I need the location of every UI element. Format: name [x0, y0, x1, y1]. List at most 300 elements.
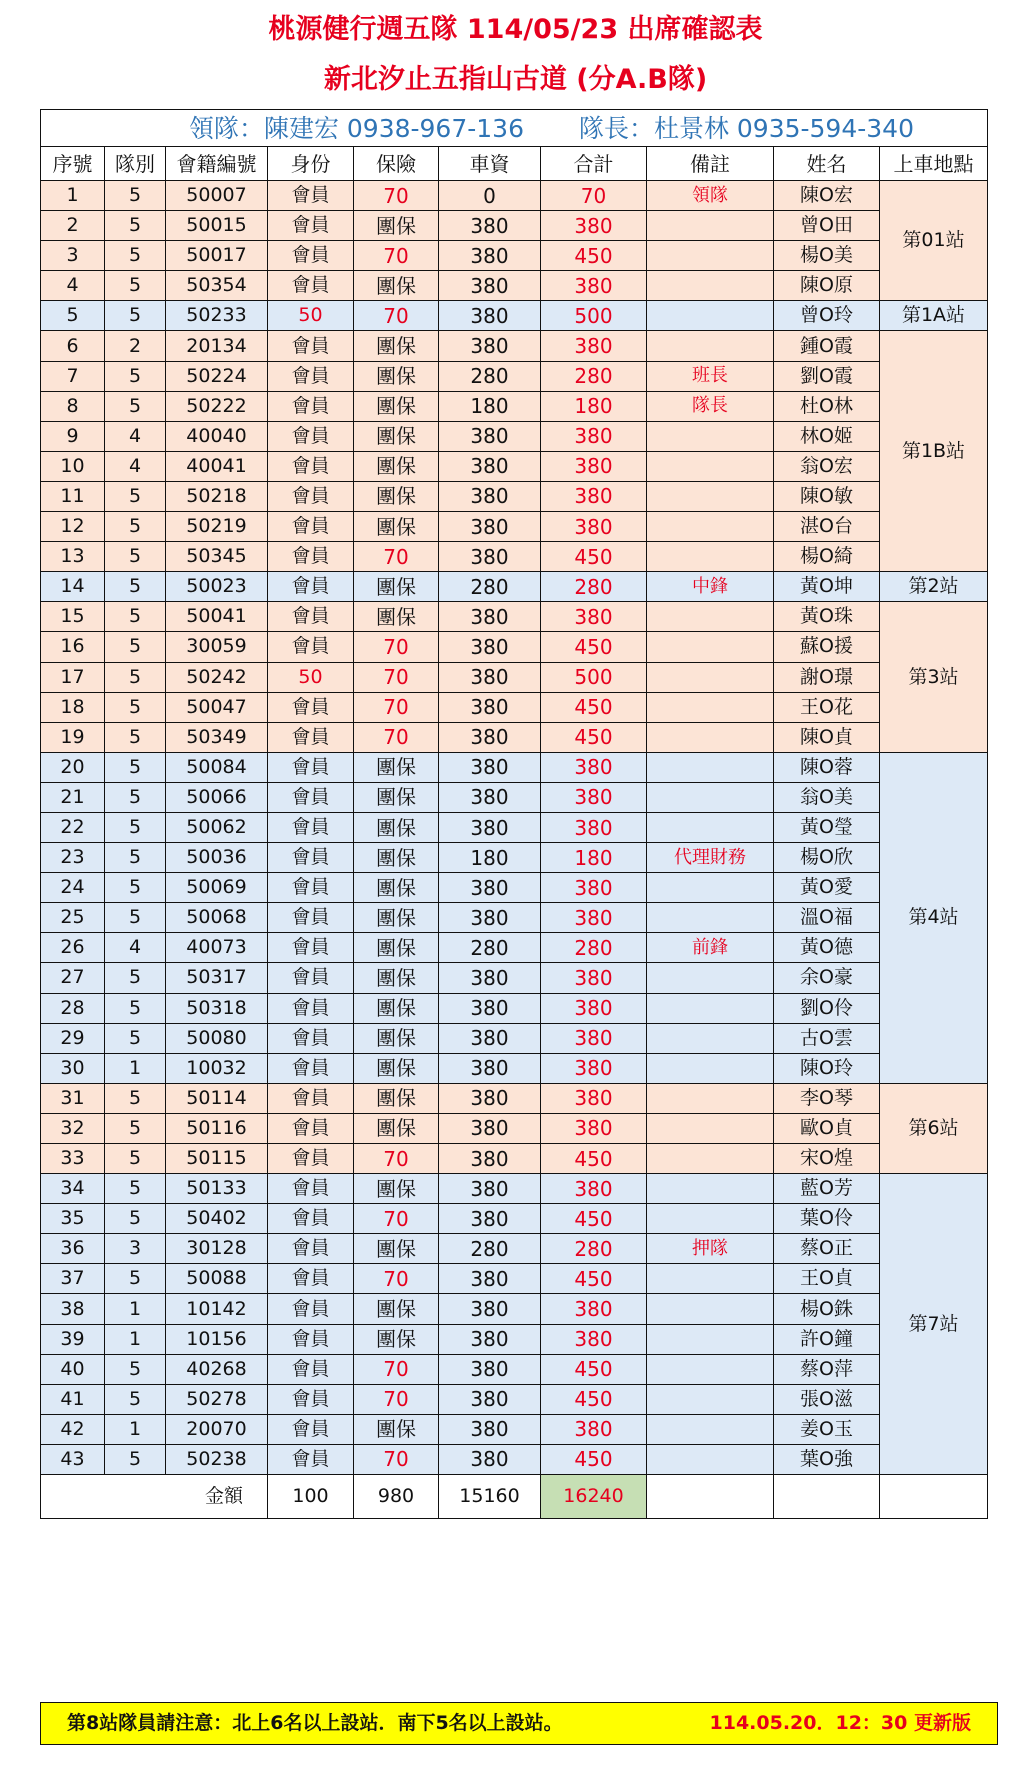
- table-row: [41, 662, 988, 692]
- table-row: [41, 1384, 988, 1414]
- cell-fare: 380: [439, 1324, 541, 1354]
- cell-seq: 38: [41, 1294, 105, 1324]
- cell-insurance: 團保: [354, 903, 439, 933]
- cell-total: 450: [541, 1354, 647, 1384]
- cell-note: [647, 873, 774, 903]
- cell-team: 5: [105, 1113, 166, 1143]
- cell-member-id: 50066: [166, 782, 268, 812]
- cell-insurance: 70: [354, 1444, 439, 1474]
- cell-status: 會員: [268, 1053, 354, 1083]
- cell-team: 3: [105, 1234, 166, 1264]
- cell-fare: 380: [439, 1444, 541, 1474]
- cell-status: 會員: [268, 1384, 354, 1414]
- cell-name: 陳O玲: [774, 1053, 880, 1083]
- cell-total: 380: [541, 1053, 647, 1083]
- cell-insurance: 團保: [354, 1174, 439, 1204]
- cell-total: 380: [541, 331, 647, 361]
- attendance-table: [40, 109, 988, 1519]
- cell-seq: 18: [41, 692, 105, 722]
- table-row: [41, 993, 988, 1023]
- leader-contact: 領隊：陳建宏 0938-967-136: [188, 113, 524, 143]
- cell-insurance: 70: [354, 1384, 439, 1414]
- cell-member-id: 50068: [166, 903, 268, 933]
- table-row: [41, 602, 988, 632]
- cell-member-id: 50017: [166, 241, 268, 271]
- cell-insurance: 70: [354, 692, 439, 722]
- cell-total: 380: [541, 512, 647, 542]
- cell-status: 會員: [268, 211, 354, 241]
- cell-member-id: 50349: [166, 722, 268, 752]
- cell-name: 古O雲: [774, 1023, 880, 1053]
- cell-team: 5: [105, 843, 166, 873]
- cell-name: 楊O銖: [774, 1294, 880, 1324]
- cell-team: 5: [105, 1204, 166, 1234]
- cell-note: [647, 1414, 774, 1444]
- cell-member-id: 50238: [166, 1444, 268, 1474]
- cell-total: 450: [541, 1264, 647, 1294]
- cell-fare: 180: [439, 843, 541, 873]
- cell-seq: 10: [41, 451, 105, 481]
- totals-note-empty: [647, 1475, 774, 1519]
- footer-note: 第8站隊員請注意：北上6名以上設站．南下5名以上設站。: [67, 1712, 563, 1734]
- cell-seq: 26: [41, 933, 105, 963]
- table-row: [41, 1294, 988, 1324]
- cell-member-id: 50069: [166, 873, 268, 903]
- cell-insurance: 團保: [354, 843, 439, 873]
- cell-status: 會員: [268, 1204, 354, 1234]
- cell-insurance: 團保: [354, 331, 439, 361]
- cell-member-id: 40073: [166, 933, 268, 963]
- cell-name: 謝O璟: [774, 662, 880, 692]
- cell-seq: 9: [41, 421, 105, 451]
- cell-insurance: 70: [354, 1264, 439, 1294]
- cell-total: 380: [541, 752, 647, 782]
- cell-seq: 3: [41, 241, 105, 271]
- cell-insurance: 團保: [354, 812, 439, 842]
- cell-status: 會員: [268, 1264, 354, 1294]
- cell-seq: 31: [41, 1083, 105, 1113]
- cell-team: 5: [105, 692, 166, 722]
- cell-fare: 380: [439, 1204, 541, 1234]
- cell-note: [647, 903, 774, 933]
- cell-name: 杜O林: [774, 391, 880, 421]
- cell-name: 翁O宏: [774, 451, 880, 481]
- totals-fare: 15160: [439, 1475, 541, 1519]
- table-row: [41, 211, 988, 241]
- cell-team: 5: [105, 782, 166, 812]
- cell-team: 5: [105, 271, 166, 301]
- cell-fare: 380: [439, 211, 541, 241]
- cell-team: 5: [105, 481, 166, 511]
- cell-member-id: 50088: [166, 1264, 268, 1294]
- footer-bar: [40, 1702, 998, 1745]
- captain-contact: 隊長：杜景林 0935-594-340: [578, 113, 914, 143]
- cell-total: 380: [541, 903, 647, 933]
- cell-note: [647, 1294, 774, 1324]
- cell-insurance: 70: [354, 542, 439, 572]
- cell-insurance: 70: [354, 241, 439, 271]
- cell-status: 50: [268, 662, 354, 692]
- table-row: [41, 241, 988, 271]
- cell-insurance: 團保: [354, 1113, 439, 1143]
- cell-note: [647, 1354, 774, 1384]
- cell-fare: 380: [439, 1174, 541, 1204]
- cell-note: 前鋒: [647, 933, 774, 963]
- cell-member-id: 50062: [166, 812, 268, 842]
- cell-insurance: 團保: [354, 1414, 439, 1444]
- cell-insurance: 團保: [354, 271, 439, 301]
- cell-fare: 380: [439, 1264, 541, 1294]
- cell-status: 會員: [268, 1083, 354, 1113]
- cell-member-id: 10032: [166, 1053, 268, 1083]
- cell-seq: 7: [41, 361, 105, 391]
- cell-seq: 16: [41, 632, 105, 662]
- cell-seq: 35: [41, 1204, 105, 1234]
- cell-team: 5: [105, 752, 166, 782]
- cell-name: 余O豪: [774, 963, 880, 993]
- cell-note: [647, 1204, 774, 1234]
- cell-note: 隊長: [647, 391, 774, 421]
- cell-status: 會員: [268, 873, 354, 903]
- cell-name: 劉O伶: [774, 993, 880, 1023]
- cell-boarding-station: 第3站: [880, 602, 988, 752]
- table-row: [41, 843, 988, 873]
- totals-fee: 100: [268, 1475, 354, 1519]
- cell-team: 5: [105, 903, 166, 933]
- cell-seq: 6: [41, 331, 105, 361]
- cell-note: [647, 1113, 774, 1143]
- table-row: [41, 782, 988, 812]
- cell-total: 500: [541, 662, 647, 692]
- cell-status: 會員: [268, 451, 354, 481]
- table-row: [41, 572, 988, 602]
- footer-version: 114.05.20．12：30 更新版: [709, 1712, 971, 1734]
- cell-status: 會員: [268, 993, 354, 1023]
- cell-fare: 380: [439, 873, 541, 903]
- cell-member-id: 50354: [166, 271, 268, 301]
- cell-team: 5: [105, 1354, 166, 1384]
- cell-insurance: 團保: [354, 993, 439, 1023]
- cell-member-id: 50224: [166, 361, 268, 391]
- cell-insurance: 70: [354, 722, 439, 752]
- table-row: [41, 933, 988, 963]
- cell-name: 曾O田: [774, 211, 880, 241]
- table-row: [41, 542, 988, 572]
- cell-team: 5: [105, 391, 166, 421]
- table-row: [41, 181, 988, 211]
- cell-member-id: 50041: [166, 602, 268, 632]
- table-row: [41, 481, 988, 511]
- cell-name: 劉O霞: [774, 361, 880, 391]
- table-row: [41, 361, 988, 391]
- cell-status: 會員: [268, 512, 354, 542]
- table-row: [41, 421, 988, 451]
- cell-boarding-station: 第6站: [880, 1083, 988, 1173]
- cell-seq: 24: [41, 873, 105, 903]
- col-header-status: 身份: [268, 147, 354, 181]
- cell-status: 會員: [268, 1324, 354, 1354]
- cell-member-id: 50007: [166, 181, 268, 211]
- cell-seq: 29: [41, 1023, 105, 1053]
- cell-insurance: 團保: [354, 211, 439, 241]
- cell-status: 會員: [268, 903, 354, 933]
- cell-name: 蘇O援: [774, 632, 880, 662]
- cell-status: 會員: [268, 1294, 354, 1324]
- cell-insurance: 團保: [354, 1053, 439, 1083]
- cell-status: 會員: [268, 542, 354, 572]
- cell-team: 5: [105, 1174, 166, 1204]
- cell-name: 葉O伶: [774, 1204, 880, 1234]
- cell-fare: 380: [439, 752, 541, 782]
- cell-status: 會員: [268, 1444, 354, 1474]
- cell-name: 林O姬: [774, 421, 880, 451]
- cell-seq: 20: [41, 752, 105, 782]
- cell-fare: 380: [439, 722, 541, 752]
- cell-member-id: 50317: [166, 963, 268, 993]
- cell-name: 蔡O正: [774, 1234, 880, 1264]
- cell-fare: 380: [439, 812, 541, 842]
- cell-status: 會員: [268, 1144, 354, 1174]
- table-row: [41, 1264, 988, 1294]
- cell-note: 代理財務: [647, 843, 774, 873]
- cell-fare: 380: [439, 481, 541, 511]
- cell-member-id: 50402: [166, 1204, 268, 1234]
- cell-insurance: 團保: [354, 782, 439, 812]
- cell-status: 會員: [268, 391, 354, 421]
- cell-status: 會員: [268, 181, 354, 211]
- cell-team: 1: [105, 1294, 166, 1324]
- cell-member-id: 40041: [166, 451, 268, 481]
- col-header-fare: 車資: [439, 147, 541, 181]
- cell-total: 280: [541, 572, 647, 602]
- cell-note: [647, 602, 774, 632]
- table-row: [41, 512, 988, 542]
- table-row: [41, 451, 988, 481]
- cell-note: [647, 1444, 774, 1474]
- cell-fare: 380: [439, 1354, 541, 1384]
- cell-fare: 280: [439, 361, 541, 391]
- cell-fare: 380: [439, 993, 541, 1023]
- totals-boarding-empty: [880, 1475, 988, 1519]
- cell-status: 50: [268, 301, 354, 331]
- cell-total: 380: [541, 451, 647, 481]
- cell-member-id: 50233: [166, 301, 268, 331]
- col-header-name: 姓名: [774, 147, 880, 181]
- cell-total: 380: [541, 1083, 647, 1113]
- cell-total: 380: [541, 1113, 647, 1143]
- cell-note: [647, 1144, 774, 1174]
- cell-status: 會員: [268, 331, 354, 361]
- cell-seq: 11: [41, 481, 105, 511]
- table-row: [41, 1204, 988, 1234]
- cell-team: 5: [105, 993, 166, 1023]
- cell-team: 1: [105, 1324, 166, 1354]
- cell-total: 380: [541, 993, 647, 1023]
- page-title: 桃源健行週五隊 114/05/23 出席確認表: [268, 14, 763, 45]
- cell-team: 5: [105, 241, 166, 271]
- cell-fare: 380: [439, 512, 541, 542]
- cell-name: 陳O蓉: [774, 752, 880, 782]
- cell-total: 450: [541, 241, 647, 271]
- cell-insurance: 團保: [354, 1083, 439, 1113]
- cell-note: [647, 1053, 774, 1083]
- cell-status: 會員: [268, 271, 354, 301]
- table-row: [41, 1354, 988, 1384]
- cell-team: 4: [105, 421, 166, 451]
- cell-fare: 380: [439, 632, 541, 662]
- cell-member-id: 50133: [166, 1174, 268, 1204]
- table-row: [41, 1053, 988, 1083]
- table-row: [41, 1144, 988, 1174]
- cell-name: 黃O珠: [774, 602, 880, 632]
- cell-insurance: 團保: [354, 933, 439, 963]
- totals-insurance: 980: [354, 1475, 439, 1519]
- cell-note: [647, 993, 774, 1023]
- cell-fare: 380: [439, 1294, 541, 1324]
- cell-seq: 33: [41, 1144, 105, 1174]
- cell-name: 歐O貞: [774, 1113, 880, 1143]
- cell-total: 380: [541, 1414, 647, 1444]
- cell-total: 180: [541, 391, 647, 421]
- cell-status: 會員: [268, 812, 354, 842]
- cell-total: 450: [541, 1204, 647, 1234]
- table-row: [41, 1234, 988, 1264]
- cell-member-id: 50115: [166, 1144, 268, 1174]
- cell-total: 450: [541, 1384, 647, 1414]
- cell-seq: 15: [41, 602, 105, 632]
- cell-insurance: 團保: [354, 572, 439, 602]
- cell-status: 會員: [268, 481, 354, 511]
- cell-member-id: 10156: [166, 1324, 268, 1354]
- cell-total: 380: [541, 1023, 647, 1053]
- cell-total: 450: [541, 1444, 647, 1474]
- table-row: [41, 1023, 988, 1053]
- cell-insurance: 70: [354, 1144, 439, 1174]
- cell-team: 5: [105, 1384, 166, 1414]
- cell-note: [647, 722, 774, 752]
- cell-name: 葉O強: [774, 1444, 880, 1474]
- cell-insurance: 團保: [354, 752, 439, 782]
- cell-status: 會員: [268, 1023, 354, 1053]
- cell-fare: 380: [439, 1414, 541, 1444]
- cell-status: 會員: [268, 752, 354, 782]
- cell-note: [647, 963, 774, 993]
- cell-team: 5: [105, 361, 166, 391]
- cell-fare: 380: [439, 1023, 541, 1053]
- cell-fare: 380: [439, 782, 541, 812]
- cell-seq: 8: [41, 391, 105, 421]
- cell-name: 翁O美: [774, 782, 880, 812]
- cell-team: 5: [105, 572, 166, 602]
- cell-team: 5: [105, 301, 166, 331]
- cell-total: 450: [541, 722, 647, 752]
- cell-seq: 13: [41, 542, 105, 572]
- table-row: [41, 1083, 988, 1113]
- cell-team: 5: [105, 632, 166, 662]
- cell-note: [647, 632, 774, 662]
- cell-name: 楊O欣: [774, 843, 880, 873]
- cell-insurance: 團保: [354, 391, 439, 421]
- cell-name: 姜O玉: [774, 1414, 880, 1444]
- cell-name: 黃O坤: [774, 572, 880, 602]
- cell-insurance: 70: [354, 1354, 439, 1384]
- cell-status: 會員: [268, 572, 354, 602]
- cell-team: 5: [105, 211, 166, 241]
- cell-boarding-station: 第1A站: [880, 301, 988, 331]
- cell-team: 5: [105, 1264, 166, 1294]
- cell-name: 宋O煌: [774, 1144, 880, 1174]
- cell-note: [647, 692, 774, 722]
- table-row: [41, 331, 988, 361]
- cell-team: 4: [105, 933, 166, 963]
- table-row: [41, 752, 988, 782]
- cell-fare: 380: [439, 542, 541, 572]
- cell-fare: 380: [439, 662, 541, 692]
- cell-fare: 380: [439, 1144, 541, 1174]
- cell-status: 會員: [268, 933, 354, 963]
- cell-total: 280: [541, 933, 647, 963]
- cell-insurance: 70: [354, 662, 439, 692]
- cell-note: 中鋒: [647, 572, 774, 602]
- cell-fare: 380: [439, 1113, 541, 1143]
- cell-seq: 21: [41, 782, 105, 812]
- cell-team: 5: [105, 662, 166, 692]
- cell-member-id: 50222: [166, 391, 268, 421]
- cell-member-id: 50219: [166, 512, 268, 542]
- cell-fare: 380: [439, 1384, 541, 1414]
- cell-note: [647, 271, 774, 301]
- cell-team: 5: [105, 512, 166, 542]
- cell-member-id: 50218: [166, 481, 268, 511]
- cell-team: 4: [105, 451, 166, 481]
- cell-note: [647, 1324, 774, 1354]
- cell-insurance: 70: [354, 181, 439, 211]
- cell-fare: 380: [439, 692, 541, 722]
- cell-note: [647, 331, 774, 361]
- cell-boarding-station: 第7站: [880, 1174, 988, 1475]
- cell-team: 5: [105, 602, 166, 632]
- cell-member-id: 20070: [166, 1414, 268, 1444]
- cell-seq: 36: [41, 1234, 105, 1264]
- table-row: [41, 301, 988, 331]
- cell-insurance: 團保: [354, 963, 439, 993]
- cell-fare: 280: [439, 933, 541, 963]
- cell-total: 450: [541, 692, 647, 722]
- totals-grand: 16240: [541, 1475, 647, 1519]
- cell-name: 蔡O萍: [774, 1354, 880, 1384]
- cell-note: [647, 782, 774, 812]
- cell-team: 1: [105, 1053, 166, 1083]
- cell-boarding-station: 第4站: [880, 752, 988, 1083]
- cell-status: 會員: [268, 692, 354, 722]
- cell-insurance: 團保: [354, 1023, 439, 1053]
- cell-fare: 280: [439, 572, 541, 602]
- cell-team: 1: [105, 1414, 166, 1444]
- cell-name: 楊O美: [774, 241, 880, 271]
- cell-boarding-station: 第1B站: [880, 331, 988, 572]
- cell-total: 380: [541, 1324, 647, 1354]
- cell-total: 280: [541, 1234, 647, 1264]
- cell-total: 380: [541, 782, 647, 812]
- cell-note: [647, 512, 774, 542]
- cell-total: 450: [541, 1144, 647, 1174]
- cell-name: 黃O瑩: [774, 812, 880, 842]
- cell-member-id: 10142: [166, 1294, 268, 1324]
- cell-team: 5: [105, 181, 166, 211]
- cell-name: 鍾O霞: [774, 331, 880, 361]
- cell-seq: 14: [41, 572, 105, 602]
- cell-note: [647, 1264, 774, 1294]
